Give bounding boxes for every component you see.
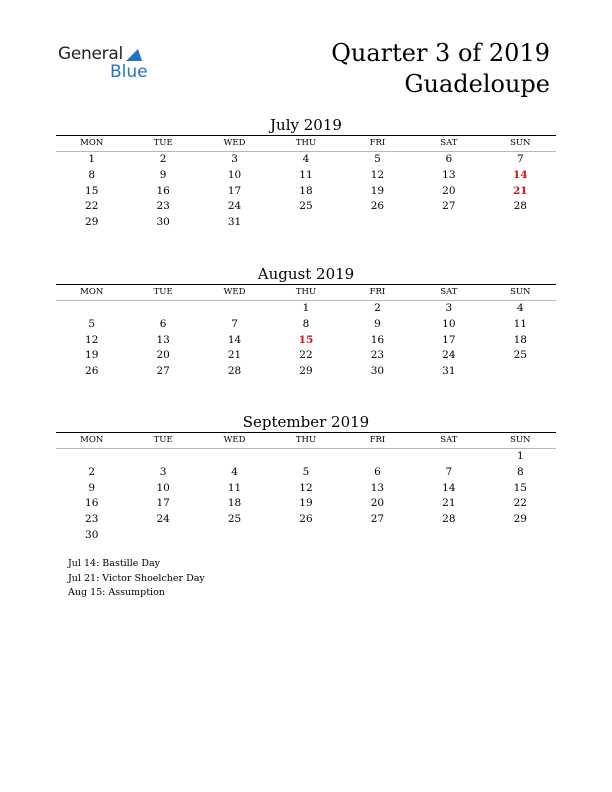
day-cell: 6	[159, 317, 167, 330]
day-cell: 16	[156, 184, 170, 197]
day-cell: 13	[156, 333, 170, 346]
holiday-day-cell: 15	[298, 333, 314, 346]
day-cell: 10	[442, 317, 456, 330]
weekday-header	[56, 433, 556, 449]
weekday-label: FRI	[342, 433, 413, 449]
day-cell: 11	[227, 481, 242, 494]
empty-day-cell	[270, 528, 341, 544]
month-july	[56, 116, 556, 231]
empty-day-cell	[413, 449, 484, 465]
weekday-label: SUN	[485, 285, 556, 301]
weekday-label: WED	[199, 433, 270, 449]
day-cell: 27	[442, 200, 456, 213]
weekday-label: SUN	[485, 433, 556, 449]
weekday-label: WED	[199, 285, 270, 301]
day-cell: 17	[227, 184, 242, 197]
weekday-label: THU	[270, 136, 341, 152]
empty-day-cell	[413, 528, 484, 544]
generalblue-logo	[58, 44, 158, 84]
title-quarter: Quarter 3 of 2019	[331, 39, 550, 67]
day-cell: 4	[302, 153, 310, 165]
holiday-day-cell: 14	[512, 168, 528, 181]
empty-day-cell	[270, 449, 341, 465]
day-cell: 12	[370, 168, 385, 181]
weekday-header	[56, 285, 556, 301]
empty-day-cell	[342, 449, 413, 465]
holiday-note: Jul 21: Victor Shoelcher Day	[68, 572, 205, 584]
weekday-label: SAT	[413, 136, 484, 152]
month-title: July 2019	[270, 116, 342, 134]
day-cell: 9	[159, 168, 167, 181]
day-cell: 26	[299, 513, 313, 526]
day-cell: 6	[374, 465, 381, 478]
empty-day-cell	[199, 301, 270, 317]
weekday-label: MON	[56, 433, 127, 449]
day-cell: 31	[442, 365, 456, 378]
day-cell: 22	[513, 497, 527, 510]
day-cell: 28	[513, 200, 527, 213]
empty-day-cell	[127, 301, 198, 317]
day-cell: 30	[156, 216, 170, 229]
day-cell: 7	[231, 317, 238, 330]
day-cell: 8	[516, 465, 524, 478]
empty-day-cell	[342, 528, 413, 544]
weekday-label: MON	[56, 285, 127, 301]
day-cell: 21	[227, 349, 242, 362]
day-cell: 14	[442, 481, 456, 494]
day-cell: 20	[442, 184, 456, 197]
day-cell: 26	[370, 200, 385, 213]
day-cell: 16	[85, 497, 99, 510]
page-title	[331, 38, 550, 100]
day-cell: 9	[374, 317, 381, 330]
day-cell: 25	[299, 200, 313, 213]
day-cell: 22	[299, 349, 313, 362]
day-cell: 5	[374, 153, 381, 165]
day-cell: 19	[299, 497, 313, 510]
empty-day-cell	[127, 528, 198, 544]
day-cell: 23	[85, 513, 99, 526]
holiday-notes	[68, 557, 205, 601]
empty-day-cell	[127, 449, 198, 465]
day-cell: 24	[156, 513, 170, 526]
day-cell: 23	[370, 349, 385, 362]
day-cell: 27	[370, 513, 385, 526]
weekday-label: TUE	[127, 433, 198, 449]
empty-day-cell	[56, 301, 127, 317]
holiday-note: Aug 15: Assumption	[68, 587, 165, 598]
month-title: September 2019	[242, 413, 370, 431]
empty-day-cell	[199, 449, 270, 465]
empty-day-cell	[413, 215, 484, 231]
month-title: August 2019	[257, 265, 355, 283]
empty-day-cell	[342, 215, 413, 231]
day-cell: 7	[516, 153, 524, 165]
day-cell: 7	[445, 465, 453, 478]
day-cell: 10	[227, 168, 242, 181]
day-cell: 18	[299, 184, 313, 197]
day-cell: 25	[513, 349, 527, 362]
day-cell: 12	[299, 481, 313, 494]
day-cell: 3	[231, 153, 238, 165]
day-cell: 17	[156, 497, 170, 510]
day-cell: 26	[85, 365, 99, 378]
logo-text-general: General	[58, 44, 123, 64]
weekday-label: WED	[199, 136, 270, 152]
day-cell: 1	[302, 302, 310, 314]
day-grid	[56, 301, 556, 380]
day-cell: 14	[227, 333, 242, 346]
empty-day-cell	[485, 364, 556, 380]
weekday-header	[56, 136, 556, 152]
day-cell: 8	[88, 168, 96, 181]
day-cell: 2	[88, 465, 96, 478]
day-cell: 1	[88, 153, 96, 165]
day-cell: 6	[445, 153, 453, 165]
day-cell: 24	[442, 349, 456, 362]
logo-triangle-icon	[124, 47, 144, 63]
day-cell: 12	[85, 333, 99, 346]
weekday-label: THU	[270, 433, 341, 449]
day-grid	[56, 152, 556, 231]
day-cell: 18	[513, 333, 527, 346]
holiday-note: Jul 14: Bastille Day	[68, 558, 161, 569]
day-cell: 13	[370, 481, 385, 494]
logo-text-blue: Blue	[110, 62, 148, 82]
weekday-label: SUN	[485, 136, 556, 152]
empty-day-cell	[199, 528, 270, 544]
day-cell: 16	[370, 333, 385, 346]
day-cell: 13	[442, 168, 456, 181]
weekday-label: FRI	[342, 136, 413, 152]
day-cell: 19	[85, 349, 99, 362]
day-cell: 11	[299, 168, 313, 181]
day-cell: 30	[85, 528, 99, 541]
day-cell: 21	[442, 497, 456, 510]
day-cell: 19	[370, 184, 385, 197]
weekday-label: TUE	[127, 136, 198, 152]
day-cell: 31	[227, 216, 242, 229]
empty-day-cell	[485, 215, 556, 231]
day-cell: 15	[513, 481, 527, 494]
day-cell: 10	[156, 481, 170, 494]
day-grid	[56, 449, 556, 544]
day-cell: 17	[442, 333, 456, 346]
month-september	[56, 413, 556, 544]
day-cell: 30	[370, 365, 385, 378]
weekday-label: MON	[56, 136, 127, 152]
day-cell: 3	[445, 302, 453, 314]
day-cell: 4	[231, 465, 238, 478]
empty-day-cell	[485, 528, 556, 544]
day-cell: 1	[516, 450, 524, 462]
day-cell: 9	[88, 481, 96, 494]
day-cell: 8	[302, 317, 310, 330]
day-cell: 5	[302, 465, 310, 478]
weekday-label: FRI	[342, 285, 413, 301]
title-region: Guadeloupe	[404, 70, 550, 98]
day-cell: 28	[227, 365, 242, 378]
weekday-label: THU	[270, 285, 341, 301]
empty-day-cell	[56, 449, 127, 465]
day-cell: 23	[156, 200, 170, 213]
weekday-label: SAT	[413, 285, 484, 301]
day-cell: 18	[227, 497, 242, 510]
month-august	[56, 265, 556, 380]
empty-day-cell	[270, 215, 341, 231]
day-cell: 4	[516, 302, 524, 314]
holiday-day-cell: 21	[512, 184, 528, 197]
weekday-label: SAT	[413, 433, 484, 449]
day-cell: 15	[85, 184, 99, 197]
day-cell: 5	[88, 317, 96, 330]
day-cell: 29	[299, 365, 313, 378]
day-cell: 20	[156, 349, 170, 362]
day-cell: 22	[85, 200, 99, 213]
day-cell: 3	[159, 465, 167, 478]
day-cell: 20	[370, 497, 385, 510]
day-cell: 11	[513, 317, 527, 330]
day-cell: 28	[442, 513, 456, 526]
day-cell: 27	[156, 365, 170, 378]
day-cell: 29	[513, 513, 527, 526]
day-cell: 25	[227, 513, 242, 526]
day-cell: 2	[374, 302, 381, 314]
day-cell: 24	[227, 200, 242, 213]
weekday-label: TUE	[127, 285, 198, 301]
day-cell: 29	[85, 216, 99, 229]
day-cell: 2	[159, 153, 167, 165]
